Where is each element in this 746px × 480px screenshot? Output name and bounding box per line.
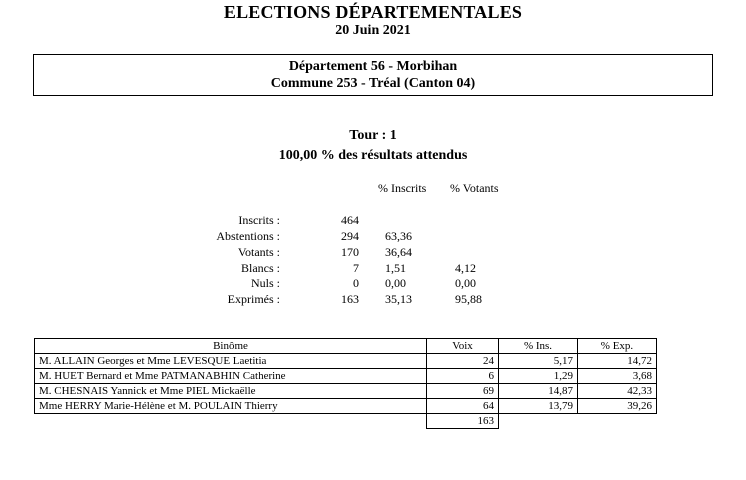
header-pct-ins: % Ins.	[499, 339, 578, 354]
cell-voix: 6	[427, 369, 499, 384]
table-header-row	[35, 339, 657, 354]
stat-label-blancs: Blancs :	[241, 261, 280, 275]
cell-voix: 69	[427, 384, 499, 399]
cell-voix: 64	[427, 399, 499, 414]
cell-pct-exp: 14,72	[578, 354, 657, 369]
cell-voix: 24	[427, 354, 499, 369]
table-row	[35, 384, 657, 399]
cell-binome: M. ALLAIN Georges et Mme LEVESQUE Laetitia	[35, 354, 427, 369]
stat-value-nuls: 0	[353, 276, 359, 290]
stat-pct-votants-blancs: 4,12	[455, 261, 476, 275]
page-title: ELECTIONS DÉPARTEMENTALES	[223, 2, 523, 22]
header-voix: Voix	[427, 339, 499, 354]
stat-pct-inscrits-blancs: 1,51	[385, 261, 406, 275]
stat-label-votants: Votants :	[237, 245, 280, 259]
pct-inscrits-header: % Inscrits	[378, 181, 427, 195]
cell-pct-ins: 13,79	[499, 399, 578, 414]
stat-value-blancs: 7	[353, 261, 359, 275]
tour-label: Tour : 1	[349, 128, 397, 143]
stat-label-exprimes: Exprimés :	[227, 292, 280, 306]
stat-pct-inscrits-votants: 36,64	[385, 245, 412, 259]
cell-binome: Mme HERRY Marie-Hélène et M. POULAIN Thierry	[35, 399, 427, 414]
results-progress: 100,00 % des résultats attendus	[278, 148, 468, 163]
departement-label: Département 56 - Morbihan	[288, 59, 458, 74]
stat-pct-inscrits-nuls: 0,00	[385, 276, 406, 290]
table-row	[35, 369, 657, 384]
cell-pct-exp: 3,68	[578, 369, 657, 384]
table-row	[35, 399, 657, 414]
stat-label-abstentions: Abstentions :	[216, 229, 280, 243]
stat-pct-votants-exprimes: 95,88	[455, 292, 482, 306]
total-spacer	[499, 414, 578, 429]
cell-pct-ins: 14,87	[499, 384, 578, 399]
results-table	[34, 338, 657, 429]
election-date: 20 Juin 2021	[335, 23, 411, 38]
total-spacer	[578, 414, 657, 429]
cell-binome: M. HUET Bernard et Mme PATMANABHIN Catherine	[35, 369, 427, 384]
stat-value-inscrits: 464	[341, 213, 359, 227]
stat-label-inscrits: Inscrits :	[238, 213, 280, 227]
location-box	[33, 54, 713, 96]
cell-pct-exp: 39,26	[578, 399, 657, 414]
stat-pct-votants-nuls: 0,00	[455, 276, 476, 290]
stat-value-votants: 170	[341, 245, 359, 259]
stat-pct-inscrits-exprimes: 35,13	[385, 292, 412, 306]
commune-label: Commune 253 - Tréal (Canton 04)	[270, 76, 476, 91]
cell-pct-exp: 42,33	[578, 384, 657, 399]
stat-label-nuls: Nuls :	[250, 276, 280, 290]
header-binome: Binôme	[35, 339, 427, 354]
cell-pct-ins: 5,17	[499, 354, 578, 369]
table-row	[35, 354, 657, 369]
stat-pct-inscrits-abstentions: 63,36	[385, 229, 412, 243]
header-pct-exp: % Exp.	[578, 339, 657, 354]
total-voix: 163	[427, 414, 499, 429]
cell-pct-ins: 1,29	[499, 369, 578, 384]
pct-votants-header: % Votants	[450, 181, 499, 195]
stat-value-exprimes: 163	[341, 292, 359, 306]
stat-value-abstentions: 294	[341, 229, 359, 243]
total-spacer	[35, 414, 427, 429]
cell-binome: M. CHESNAIS Yannick et Mme PIEL Mickaëlle	[35, 384, 427, 399]
total-row	[35, 414, 657, 429]
